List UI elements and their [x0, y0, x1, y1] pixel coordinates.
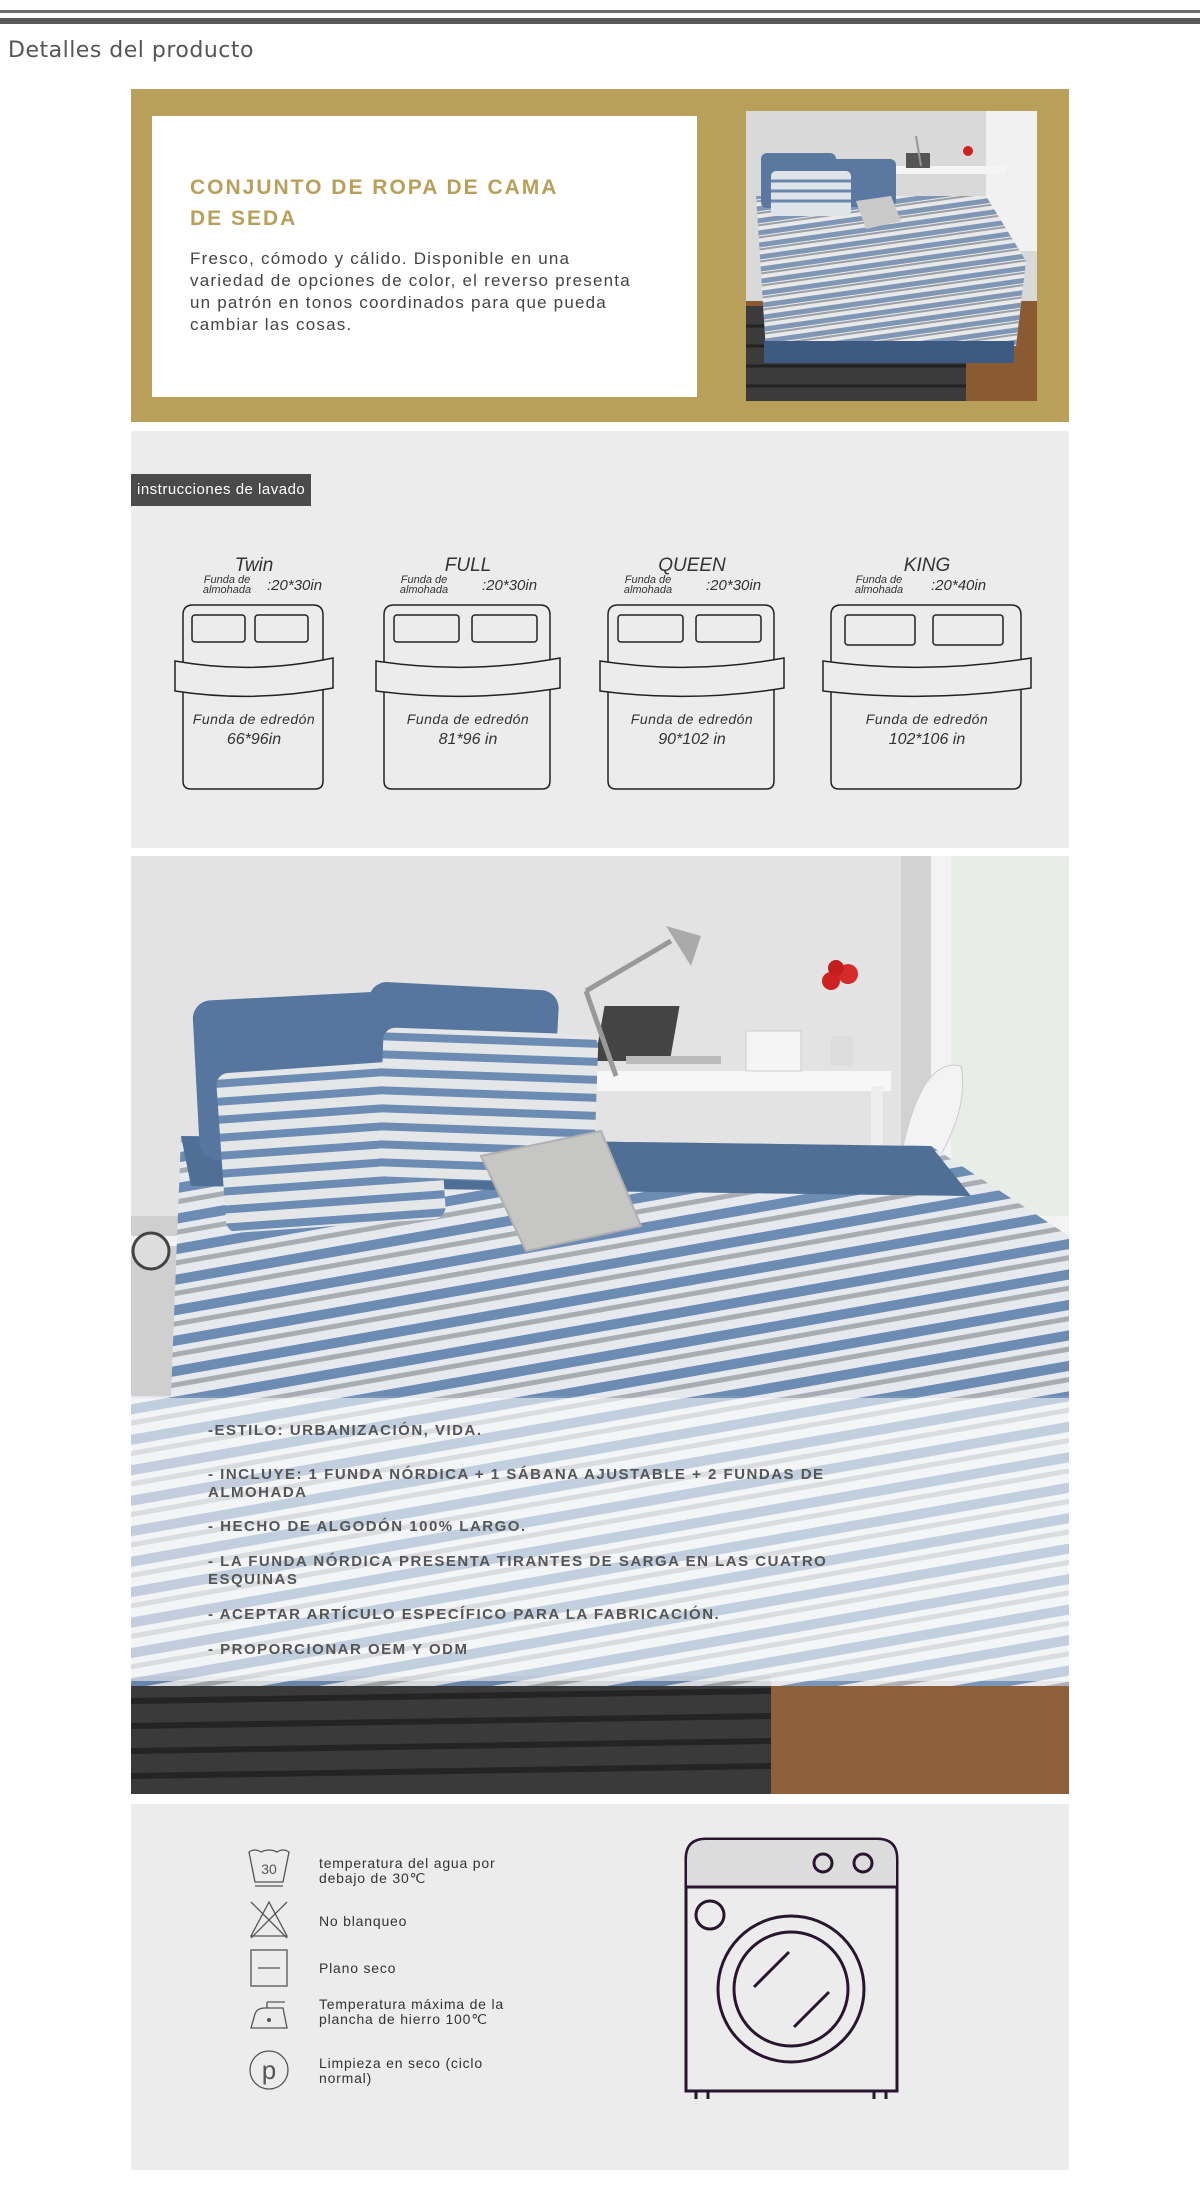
full-bed-icon [374, 603, 562, 793]
pillow-label: Funda de almohada [854, 574, 904, 596]
pillow-size: :20*30in [482, 577, 538, 594]
bedroom-thumbnail [746, 111, 1037, 401]
top-rule [0, 10, 1200, 13]
feature-photo-section [131, 856, 1069, 1794]
dry-clean-letter: p [261, 2055, 277, 2085]
duvet-label: Funda de edredón [406, 711, 530, 727]
queen-bed-icon [598, 603, 786, 793]
care-text: temperatura del agua por debajo de 30℃ [319, 1855, 496, 1886]
size-name: Twin [234, 555, 274, 576]
pillow-size: :20*30in [706, 577, 762, 594]
wash-30-icon [247, 1846, 291, 1890]
duvet-size: 90*102 in [658, 731, 726, 748]
feature-item: - LA FUNDA NÓRDICA PRESENTA TIRANTES DE SARGA EN LAS CUATRO ESQUINAS [208, 1553, 828, 1588]
pillow-size: :20*40in [931, 577, 987, 594]
duvet-size: 81*96 in [438, 731, 498, 748]
no-bleach-icon [247, 1898, 291, 1942]
dry-flat-icon [247, 1946, 291, 1990]
washing-machine-icon [684, 1837, 899, 2101]
pillow-size: :20*30in [267, 577, 323, 594]
king-bed-icon [821, 603, 1033, 793]
pillow-label: Funda de almohada [623, 574, 673, 596]
care-text: Temperatura máxima de la plancha de hierro 100℃ [319, 1996, 504, 2027]
page-title: Detalles del producto [8, 38, 254, 63]
duvet-size: 102*106 in [888, 731, 966, 748]
size-name: QUEEN [658, 555, 726, 576]
feature-item: - INCLUYE: 1 FUNDA NÓRDICA + 1 SÁBANA AJUSTABLE + 2 FUNDAS DE ALMOHADA [208, 1466, 825, 1501]
size-chart-section [131, 431, 1069, 848]
feature-item: - PROPORCIONAR OEM Y ODM [208, 1641, 469, 1658]
duvet-label: Funda de edredón [630, 711, 754, 727]
wash-temperature-label: 30 [261, 1861, 277, 1877]
dry-clean-icon [247, 2048, 291, 2092]
twin-bed-icon [173, 603, 335, 793]
care-text: Plano seco [319, 1960, 397, 1976]
pillow-label: Funda de almohada [399, 574, 449, 596]
care-text: Limpieza en seco (ciclo normal) [319, 2055, 483, 2086]
top-rule-thick [0, 18, 1200, 24]
duvet-label: Funda de edredón [865, 711, 989, 727]
feature-item: -ESTILO: URBANIZACIÓN, VIDA. [208, 1422, 483, 1439]
features-overlay [131, 1398, 1069, 1681]
feature-item: - ACEPTAR ARTÍCULO ESPECÍFICO PARA LA FABRICACIÓN. [208, 1606, 721, 1623]
feature-item: - HECHO DE ALGODÓN 100% LARGO. [208, 1518, 527, 1535]
duvet-size: 66*96in [226, 731, 282, 748]
size-chart-tag: instrucciones de lavado [131, 474, 311, 506]
intro-section [131, 89, 1069, 422]
size-name: FULL [444, 555, 492, 576]
intro-title: CONJUNTO DE ROPA DE CAMA DE SEDA [190, 176, 558, 230]
duvet-label: Funda de edredón [192, 711, 316, 727]
size-name: KING [903, 555, 951, 576]
pillow-label: Funda de almohada [202, 574, 252, 596]
intro-description: Fresco, cómodo y cálido. Disponible en una variedad de opciones de color, el reverso presenta un patrón en tonos coordinados para que pueda cambiar las cosas. [190, 249, 631, 334]
care-section [131, 1804, 1069, 2170]
intro-card [152, 116, 697, 397]
iron-icon [247, 1994, 291, 2038]
care-text: No blanqueo [319, 1913, 408, 1929]
